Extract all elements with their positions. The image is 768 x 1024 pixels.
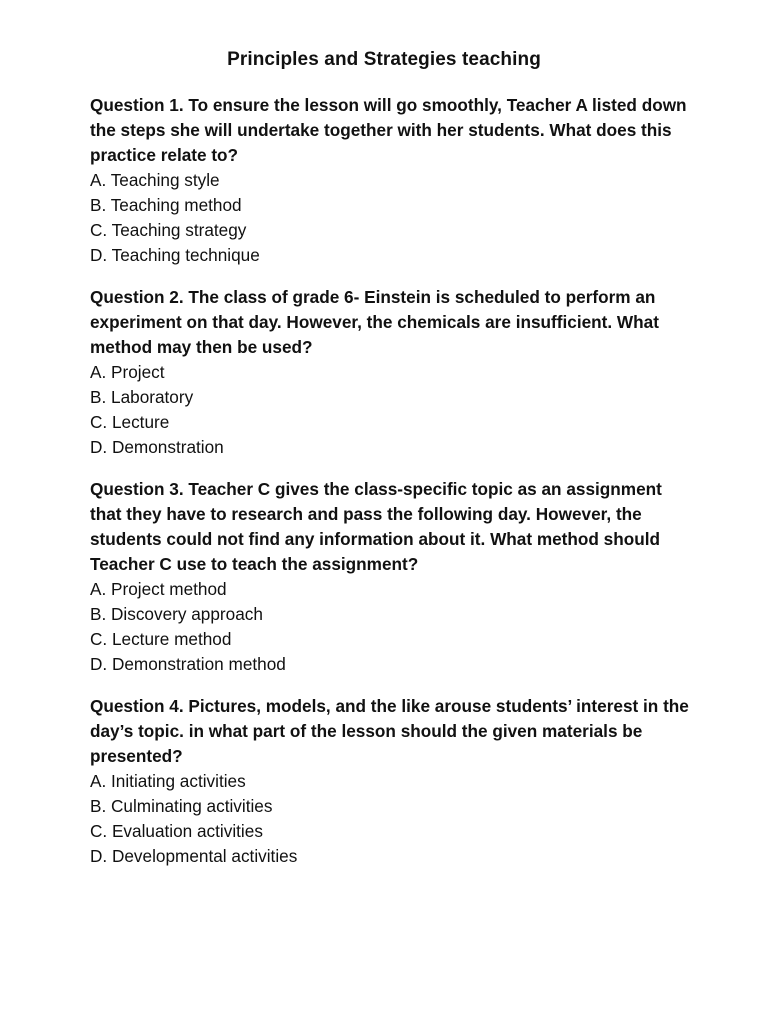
question-3	[90, 477, 690, 677]
question-1-text: Question 1. To ensure the lesson will go smoothly, Teacher A listed down the steps she will undertake together with her students. What does this practice relate to?	[90, 95, 687, 165]
question-4	[90, 694, 690, 869]
question-2-option-b: B. Laboratory	[90, 387, 194, 407]
question-1-option-d: D. Teaching technique	[90, 245, 260, 265]
question-1-options	[90, 168, 690, 268]
question-1-option-a: A. Teaching style	[90, 170, 220, 190]
question-4-options	[90, 769, 690, 869]
question-3-text: Question 3. Teacher C gives the class-specific topic as an assignment that they have to research and pass the following day. However, the students could not find any information about it. What method should Teacher C use to teach the assignment?	[90, 479, 662, 574]
question-2-options	[90, 360, 690, 460]
question-list	[90, 93, 690, 886]
question-4-option-a: A. Initiating activities	[90, 771, 246, 791]
question-2-option-a: A. Project	[90, 362, 165, 382]
question-2	[90, 285, 690, 460]
question-3-option-a: A. Project method	[90, 579, 227, 599]
question-2-text: Question 2. The class of grade 6- Einstein is scheduled to perform an experiment on that day. However, the chemicals are insufficient. What method may then be used?	[90, 287, 659, 357]
question-3-option-c: C. Lecture method	[90, 629, 232, 649]
document-title: Principles and Strategies teaching	[227, 49, 541, 70]
question-2-option-c: C. Lecture	[90, 412, 170, 432]
question-3-options	[90, 577, 690, 677]
question-4-option-b: B. Culminating activities	[90, 796, 273, 816]
question-4-text: Question 4. Pictures, models, and the like arouse students’ interest in the day’s topic. in what part of the lesson should the given materials be presented?	[90, 696, 689, 766]
question-1-option-c: C. Teaching strategy	[90, 220, 247, 240]
question-1-option-b: B. Teaching method	[90, 195, 242, 215]
question-2-option-d: D. Demonstration	[90, 437, 224, 457]
question-1	[90, 93, 690, 268]
question-4-option-d: D. Developmental activities	[90, 846, 298, 866]
question-4-option-c: C. Evaluation activities	[90, 821, 263, 841]
question-3-option-d: D. Demonstration method	[90, 654, 286, 674]
question-3-option-b: B. Discovery approach	[90, 604, 263, 624]
